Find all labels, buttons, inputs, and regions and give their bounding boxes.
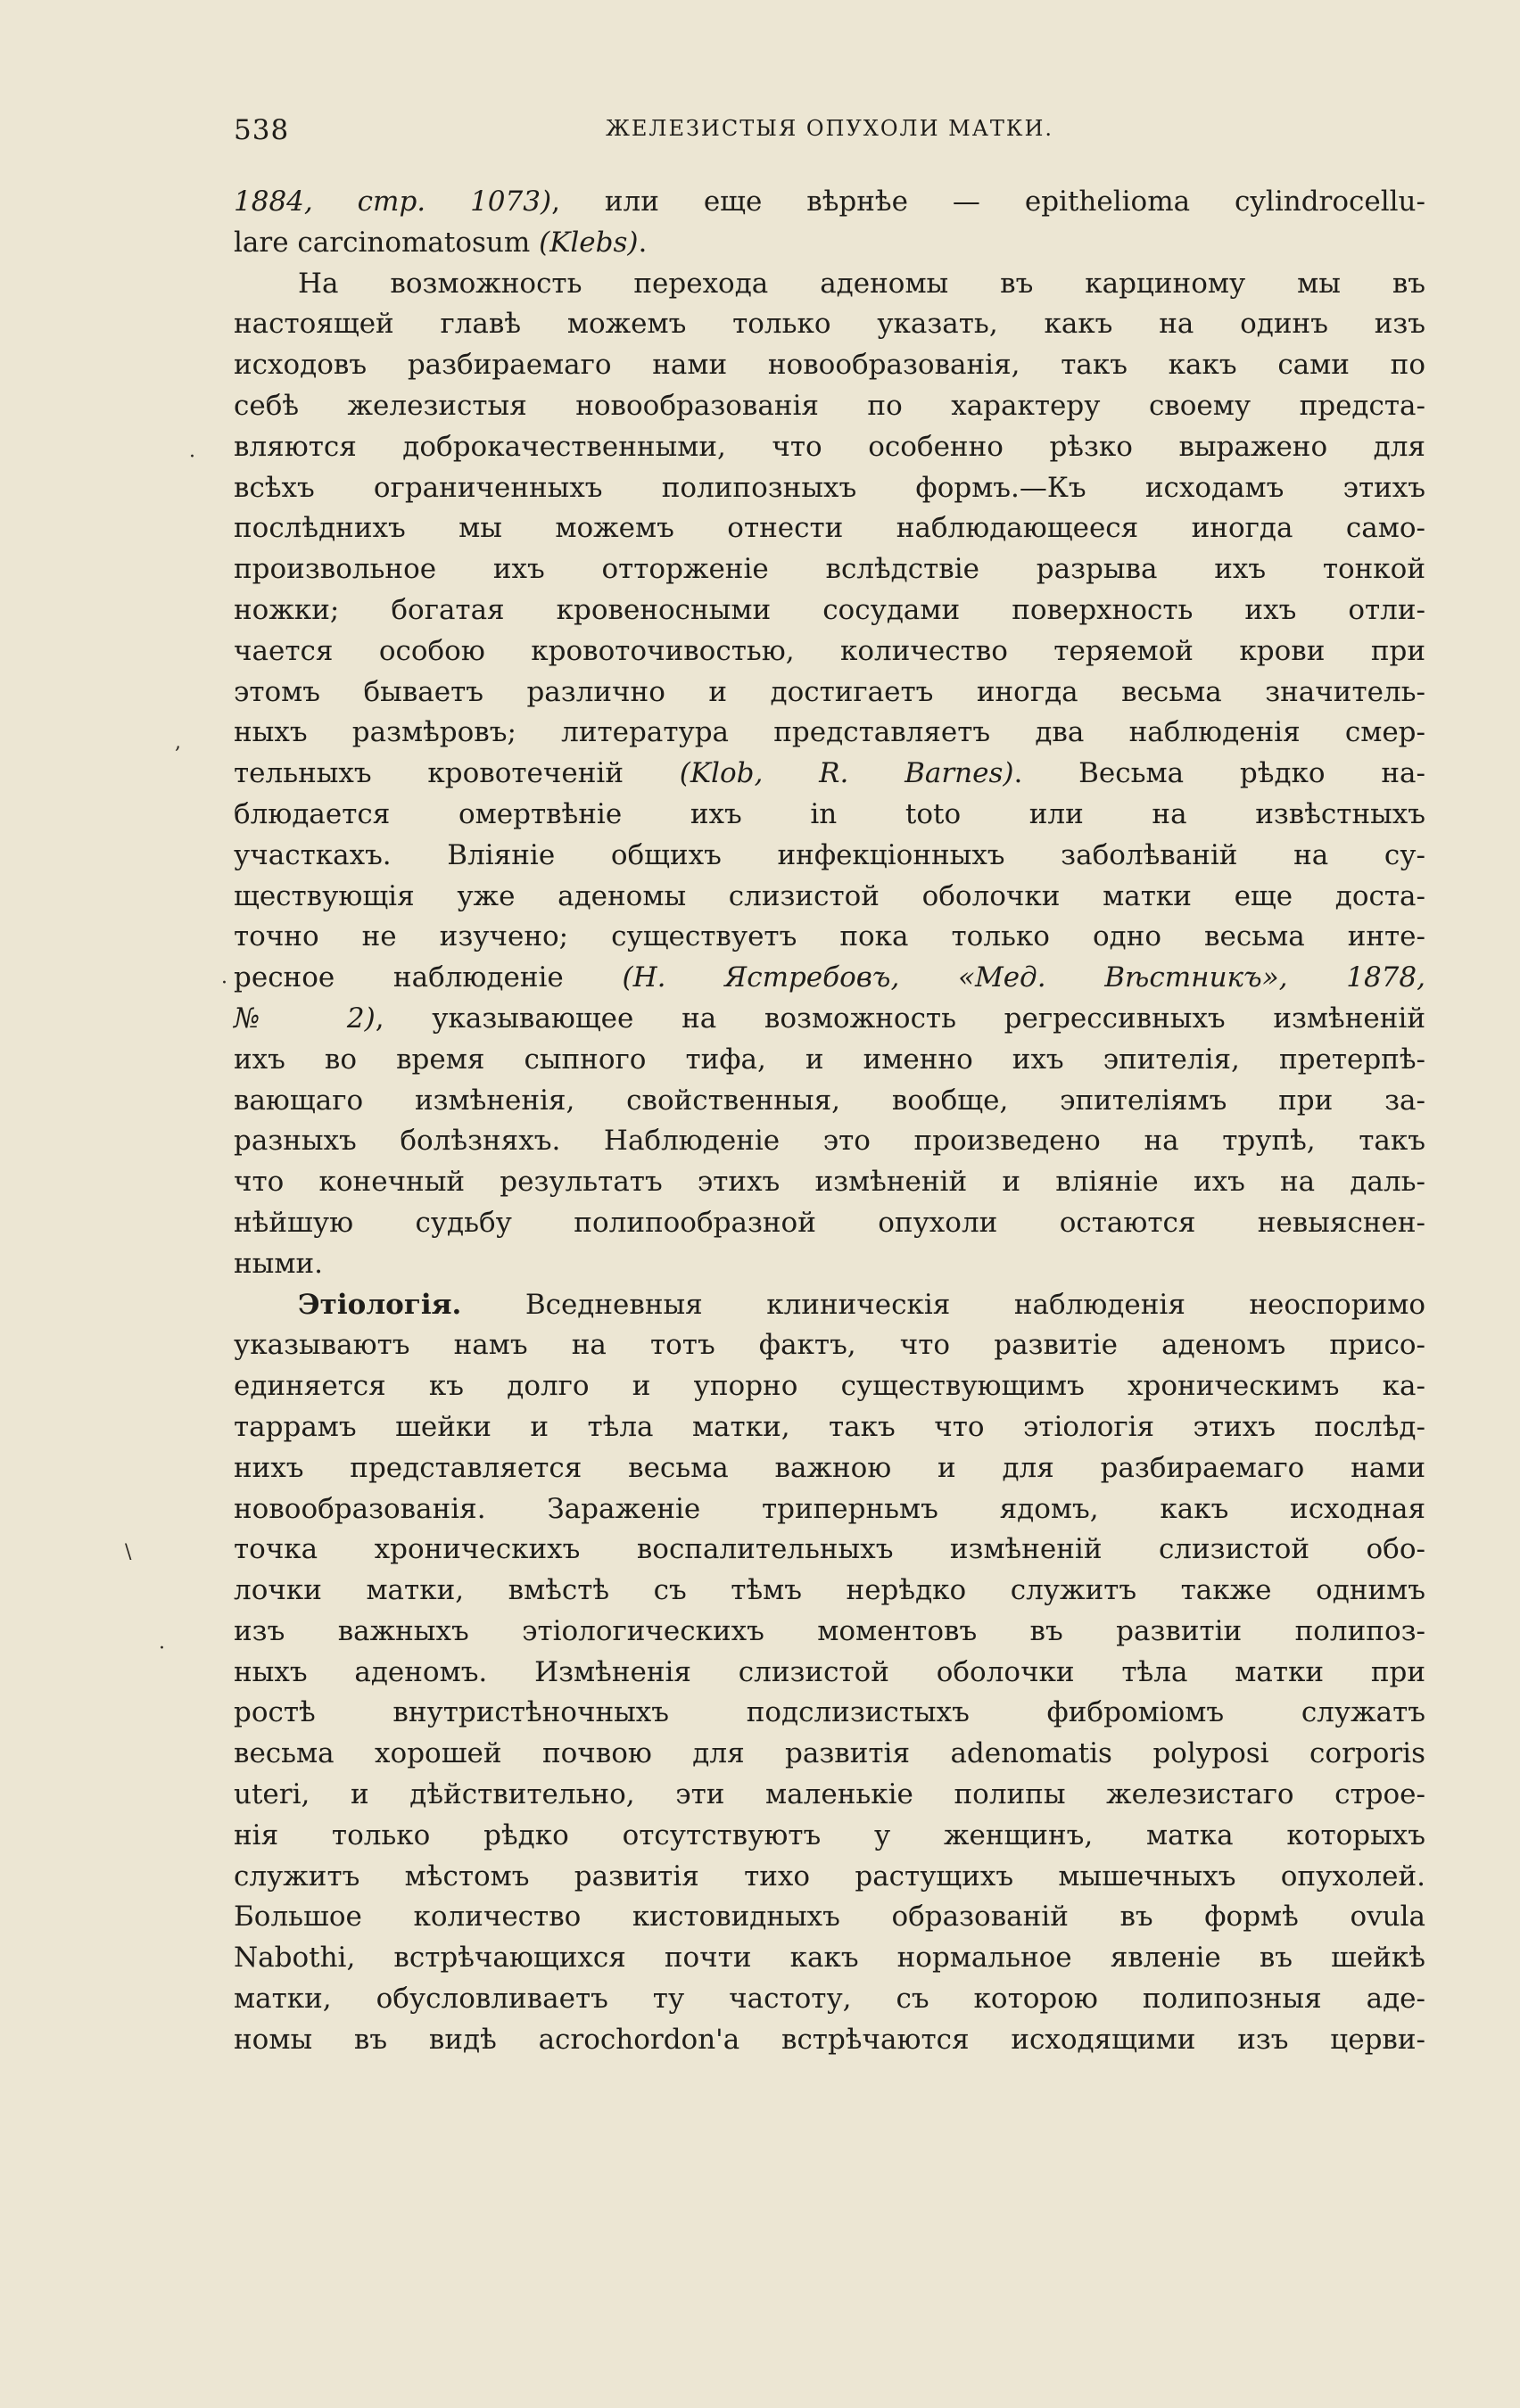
line-text: Вседневныя клиническія наблюденія неоспоримо bbox=[461, 1288, 1425, 1321]
margin-speck: · bbox=[221, 972, 227, 994]
line-text: нихъ представляется весьма важною и для разбираемаго нами bbox=[234, 1451, 1425, 1484]
line-text: всѣхъ ограниченныхъ полипозныхъ формъ.—Къ исходамъ этихъ bbox=[234, 471, 1425, 504]
margin-speck: \ bbox=[125, 1541, 132, 1563]
line-text: себѣ железистыя новообразованія по характеру своему предста- bbox=[234, 389, 1425, 422]
text-line bbox=[234, 1040, 1425, 1081]
line-text: настоящей главѣ можемъ только указать, какъ на одинъ изъ bbox=[234, 308, 1425, 341]
text-line bbox=[234, 1775, 1425, 1816]
line-text: нѣйшую судьбу полипообразной опухоли остаются невыяснен- bbox=[234, 1206, 1425, 1239]
line-text: изъ важныхъ этіологическихъ моментовъ въ развитіи полипоз- bbox=[234, 1614, 1425, 1647]
line-text: , указывающее на возможность регрессивныхъ измѣненій bbox=[375, 1002, 1425, 1035]
text-line bbox=[234, 427, 1425, 468]
line-text: разныхъ болѣзняхъ. Наблюденіе это произведено на трупѣ, такъ bbox=[234, 1125, 1425, 1158]
line-text: точка хроническихъ воспалительныхъ измѣненій слизистой обо- bbox=[234, 1533, 1425, 1566]
page-header bbox=[234, 114, 1425, 153]
text-line bbox=[234, 1857, 1425, 1898]
text-line bbox=[234, 877, 1425, 918]
line-text: блюдается омертвѣніе ихъ in toto или на извѣстныхъ bbox=[234, 797, 1425, 830]
line-text: тельныхъ кровотеченій bbox=[234, 757, 680, 790]
text-line bbox=[234, 836, 1425, 877]
text-line bbox=[234, 999, 1425, 1040]
line-text: точно не изучено; существуетъ пока только одно весьма инте- bbox=[234, 920, 1425, 953]
text-line bbox=[234, 1693, 1425, 1734]
text-line bbox=[234, 1653, 1425, 1694]
citation-italic: (Н. Ястребовъ, «Мед. Вѣстникъ», 1878, bbox=[622, 961, 1425, 994]
text-line bbox=[234, 264, 1425, 305]
text-line bbox=[234, 1162, 1425, 1203]
text-line bbox=[234, 672, 1425, 713]
line-text: Nabothi, встрѣчающихся почти какъ нормальное явленіе въ шейкѣ bbox=[234, 1942, 1425, 1975]
line-text: единяется къ долго и упорно существующимъ хроническимъ ка- bbox=[234, 1370, 1425, 1403]
text-line bbox=[234, 1816, 1425, 1857]
text-line bbox=[234, 1979, 1425, 2020]
citation-italic: 1884, стр. 1073) bbox=[234, 186, 552, 218]
line-text: послѣднихъ мы можемъ отнести наблюдающееся иногда само- bbox=[234, 512, 1425, 545]
line-text: вающаго измѣненія, свойственныя, вообще, эпителіямъ при за- bbox=[234, 1084, 1425, 1117]
line-text: . Весьма рѣдко на- bbox=[1013, 757, 1425, 790]
text-line bbox=[234, 1244, 1425, 1285]
text-line bbox=[234, 713, 1425, 754]
text-line bbox=[234, 1612, 1425, 1653]
line-text: указываютъ намъ на тотъ фактъ, что развитіе аденомъ присо- bbox=[234, 1329, 1425, 1362]
section-heading: Этіологія. bbox=[298, 1288, 462, 1321]
citation-italic: (Klob, R. Barnes) bbox=[679, 757, 1014, 790]
text-line bbox=[234, 1407, 1425, 1448]
line-text: Большое количество кистовидныхъ образованій въ формѣ ovula bbox=[234, 1901, 1425, 1934]
line-text: что конечный результатъ этихъ измѣненій и вліяніе ихъ на даль- bbox=[234, 1166, 1425, 1199]
citation-italic: № 2) bbox=[234, 1002, 376, 1035]
line-text: . bbox=[638, 226, 648, 259]
body-text bbox=[234, 182, 1425, 2061]
text-line bbox=[234, 754, 1425, 795]
text-line bbox=[234, 223, 1425, 264]
text-line bbox=[234, 590, 1425, 631]
margin-speck: · bbox=[159, 1637, 165, 1660]
text-line bbox=[234, 386, 1425, 427]
line-text: матки, обусловливаетъ ту частоту, съ которою полипозныя аде- bbox=[234, 1983, 1425, 2016]
text-line bbox=[234, 1897, 1425, 1938]
text-line bbox=[234, 468, 1425, 509]
line-text: нія только рѣдко отсутствуютъ у женщинъ, матка которыхъ bbox=[234, 1818, 1425, 1851]
line-text: произвольное ихъ отторженіе вслѣдствіе разрыва ихъ тонкой bbox=[234, 553, 1425, 586]
text-line bbox=[234, 1734, 1425, 1775]
text-line bbox=[234, 631, 1425, 672]
text-line bbox=[234, 182, 1425, 223]
line-text: лочки матки, вмѣстѣ съ тѣмъ нерѣдко служитъ также однимъ bbox=[234, 1574, 1425, 1607]
margin-speck: · bbox=[189, 446, 195, 468]
running-title: ЖЕЛЕЗИСТЫЯ ОПУХОЛИ МАТКИ. bbox=[605, 116, 1054, 141]
line-text: uteri, и дѣйствительно, эти маленькіе полипы железистаго строе- bbox=[234, 1778, 1425, 1811]
text-line bbox=[234, 1571, 1425, 1612]
text-line bbox=[234, 345, 1425, 386]
text-line bbox=[234, 549, 1425, 590]
line-text: новообразованія. Зараженіе триперньмъ ядомъ, какъ исходная bbox=[234, 1492, 1425, 1525]
line-text: , или еще вѣрнѣе — epithelioma cylindrocellu- bbox=[551, 186, 1425, 218]
text-line bbox=[234, 1081, 1425, 1122]
text-line bbox=[234, 1448, 1425, 1489]
line-text: ножки; богатая кровеносными сосудами поверхность ихъ отли- bbox=[234, 593, 1425, 626]
text-line bbox=[234, 1938, 1425, 1979]
text-line bbox=[234, 1285, 1425, 1326]
text-line bbox=[234, 795, 1425, 836]
line-text: таррамъ шейки и тѣла матки, такъ что этіологія этихъ послѣд- bbox=[234, 1410, 1425, 1443]
line-text: lare carcinomatosum bbox=[234, 226, 540, 259]
line-text: служитъ мѣстомъ развитія тихо растущихъ мышечныхъ опухолей. bbox=[234, 1860, 1425, 1893]
text-line bbox=[234, 1530, 1425, 1571]
line-text: вляются доброкачественными, что особенно рѣзко выражено для bbox=[234, 430, 1425, 463]
text-line bbox=[234, 958, 1425, 999]
line-text: ными. bbox=[234, 1247, 323, 1280]
line-text: номы въ видѣ acrochordon'а встрѣчаются исходящими изъ церви- bbox=[234, 2023, 1425, 2056]
line-text: весьма хорошей почвою для развитія adenomatis polyposi corporis bbox=[234, 1737, 1425, 1770]
text-line bbox=[234, 2020, 1425, 2061]
line-text: участкахъ. Вліяніе общихъ инфекціонныхъ заболѣваній на су- bbox=[234, 838, 1425, 871]
line-text: ихъ во время сыпного тифа, и именно ихъ эпителія, претерпѣ- bbox=[234, 1043, 1425, 1076]
text-line bbox=[234, 917, 1425, 958]
text-line bbox=[234, 304, 1425, 345]
line-text: исходовъ разбираемаго нами новообразованія, такъ какъ сами по bbox=[234, 349, 1425, 382]
line-text: этомъ бываетъ различно и достигаетъ иногда весьма значитель- bbox=[234, 675, 1425, 708]
line-text: ныхъ аденомъ. Измѣненія слизистой оболочки тѣла матки при bbox=[234, 1655, 1425, 1688]
text-line bbox=[234, 1121, 1425, 1162]
line-text: ресное наблюденіе bbox=[234, 961, 623, 994]
line-text: На возможность перехода аденомы въ карциному мы въ bbox=[298, 267, 1425, 300]
citation-italic: (Klebs) bbox=[539, 226, 639, 259]
line-text: ростѣ внутристѣночныхъ подслизистыхъ фиброміомъ служатъ bbox=[234, 1696, 1425, 1729]
page-number: 538 bbox=[234, 114, 290, 146]
text-line bbox=[234, 508, 1425, 549]
text-line bbox=[234, 1325, 1425, 1366]
line-text: чается особою кровоточивостью, количество теряемой крови при bbox=[234, 634, 1425, 667]
line-text: ществующія уже аденомы слизистой оболочки матки еще доста- bbox=[234, 879, 1425, 912]
margin-speck: , bbox=[175, 731, 181, 754]
text-line bbox=[234, 1203, 1425, 1244]
text-line bbox=[234, 1489, 1425, 1530]
line-text: ныхъ размѣровъ; литература представляетъ два наблюденія смер- bbox=[234, 716, 1425, 749]
text-line bbox=[234, 1366, 1425, 1407]
